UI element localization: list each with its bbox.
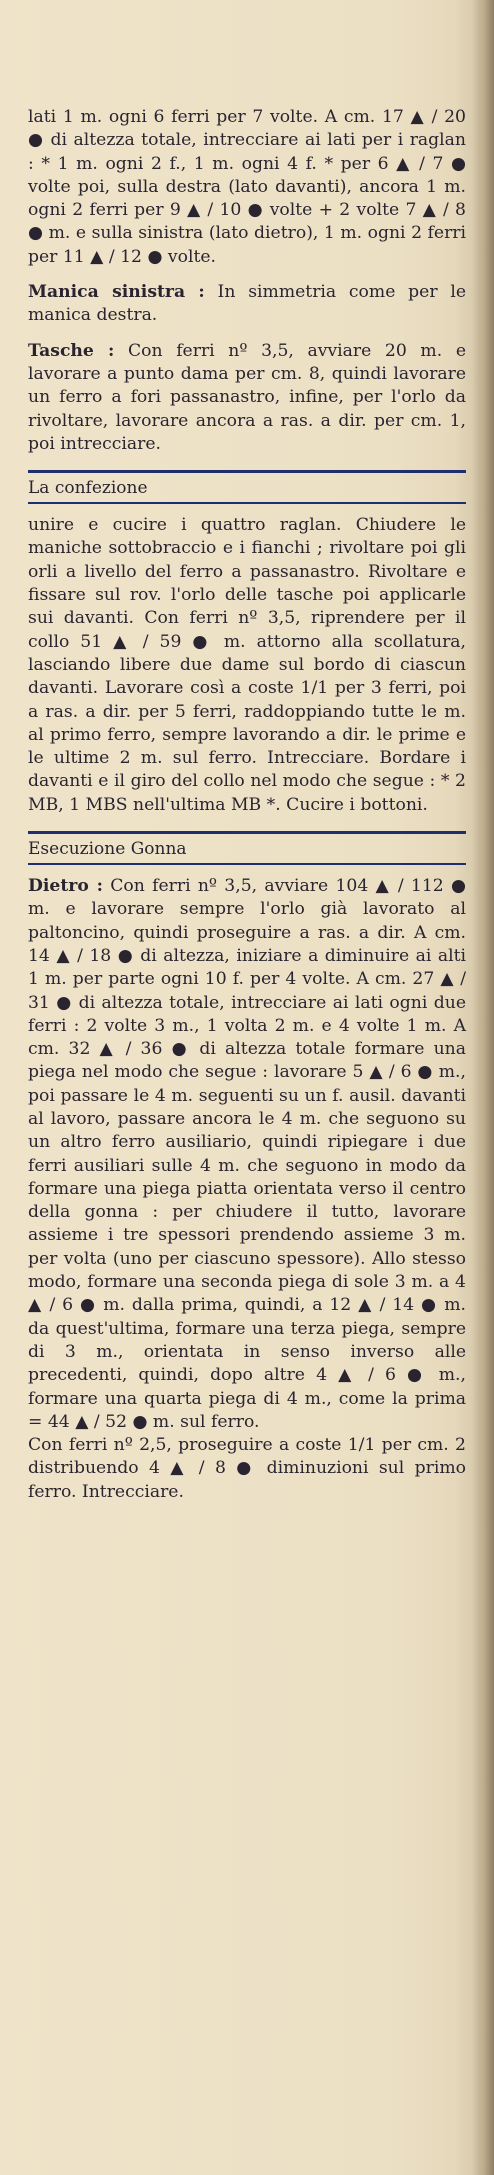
- gonna-finish-paragraph: Con ferri nº 2,5, proseguire a coste 1/1 per cm. 2 distribuendo 4 ▲ / 8 ● diminuzioni sul primo ferro. Intrecciare.: [28, 1435, 466, 1502]
- manica-sinistra-paragraph: [28, 281, 466, 328]
- dietro-text: Con ferri nº 3,5, avviare 104 ▲ / 112 ● m. e lavorare sempre l'orlo già lavorato al paltoncino, quindi proseguire a ras. a dir. A cm. 14 ▲ / 18 ● di altezza, iniziare a diminuire ai alti 1 m. per parte ogni 10 f. per 4 volte. A cm. 27 ▲ / 31 ● di altezza totale, intrecciare ai lati ogni due ferri : 2 volte 3 m., 1 volta 2 m. e 4 volte 1 m. A cm. 32 ▲ / 36 ● di altezza totale formare una piega nel modo che segue : lavorare 5 ▲ / 6 ● m., poi passare le 4 m. seguenti su un f. ausil. davanti al lavoro, passare ancora le 4 m. che seguono su un altro ferro ausiliario, quindi ripiegare i due ferri ausiliari sulle 4 m. che seguono in modo da formare una piega piatta orientata verso il centro della gonna : per chiudere il tutto, lavorare assieme i tre spessori prendendo assieme 3 m. per volta (uno per ciascuno spessore). Allo stesso modo, formare una seconda piega di sole 3 m. a 4 ▲ / 6 ● m. dalla prima, quindi, a 12 ▲ / 14 ● m. da quest'ultima, formare una terza piega, sempre di 3 m., orientata in senso inverso alle precedenti, quindi, dopo altre 4 ▲ / 6 ● m., formare una quarta piega di 4 m., come la prima = 44 ▲ / 52 ● m. sul ferro.: [28, 876, 467, 1432]
- gonna-dietro-paragraph: [28, 875, 466, 1434]
- confezione-paragraph: unire e cucire i quattro raglan. Chiudere le maniche sottobraccio e i fianchi ; rivoltare poi gli orli a livello del ferro a passanastro. Rivoltare e fissare sul rov. l'orlo delle tasche poi applicarle sui davanti. Con ferri nº 3,5, riprendere per il collo 51 ▲ / 59 ● m. attorno alla scollatura, lasciando libere due dame sul bordo di ciascun davanti. Lavorare così a coste 1/1 per 3 ferri, poi a ras. a dir. per 5 ferri, raddoppiando tutte le m. al primo ferro, sempre lavorando a dir. le prime e le ultime 2 m. sul ferro. Intrecciare. Bordare i davanti e il giro del collo nel modo che segue : * 2 MB, 1 MBS nell'ultima MB *. Cucire i bottoni.: [28, 515, 466, 815]
- manica-sinistra-text: In simmetria come per le manica destra.: [28, 282, 466, 326]
- text-column: [28, 106, 466, 1516]
- tasche-text: Con ferri nº 3,5, avviare 20 m. e lavorare a punto dama per cm. 8, quindi lavorare un ferro a fori passanastro, infine, per l'orlo da rivoltare, lavorare ancora a ras. a dir. per cm. 1, poi intrecciare.: [28, 340, 466, 454]
- section-header-gonna: Esecuzione Gonna: [28, 831, 466, 865]
- tasche-paragraph: [28, 340, 466, 456]
- section-header-confezione: La confezione: [28, 470, 466, 504]
- tasche-heading: Tasche :: [28, 340, 115, 361]
- page-edge-shadow: [472, 0, 494, 2175]
- raglan-paragraph: lati 1 m. ogni 6 ferri per 7 volte. A cm. 17 ▲ / 20 ● di altezza totale, intrecciare ai lati per i raglan : * 1 m. ogni 2 f., 1 m. ogni 4 f. * per 6 ▲ / 7 ● volte poi, sulla destra (lato davanti), ancora 1 m. ogni 2 ferri per 9 ▲ / 10 ● volte + 2 volte 7 ▲ / 8 ● m. e sulla sinistra (lato dietro), 1 m. ogni 2 ferri per 11 ▲ / 12 ● volte.: [28, 107, 466, 267]
- dietro-heading: Dietro :: [28, 876, 103, 897]
- manica-sinistra-heading: Manica sinistra :: [28, 282, 205, 303]
